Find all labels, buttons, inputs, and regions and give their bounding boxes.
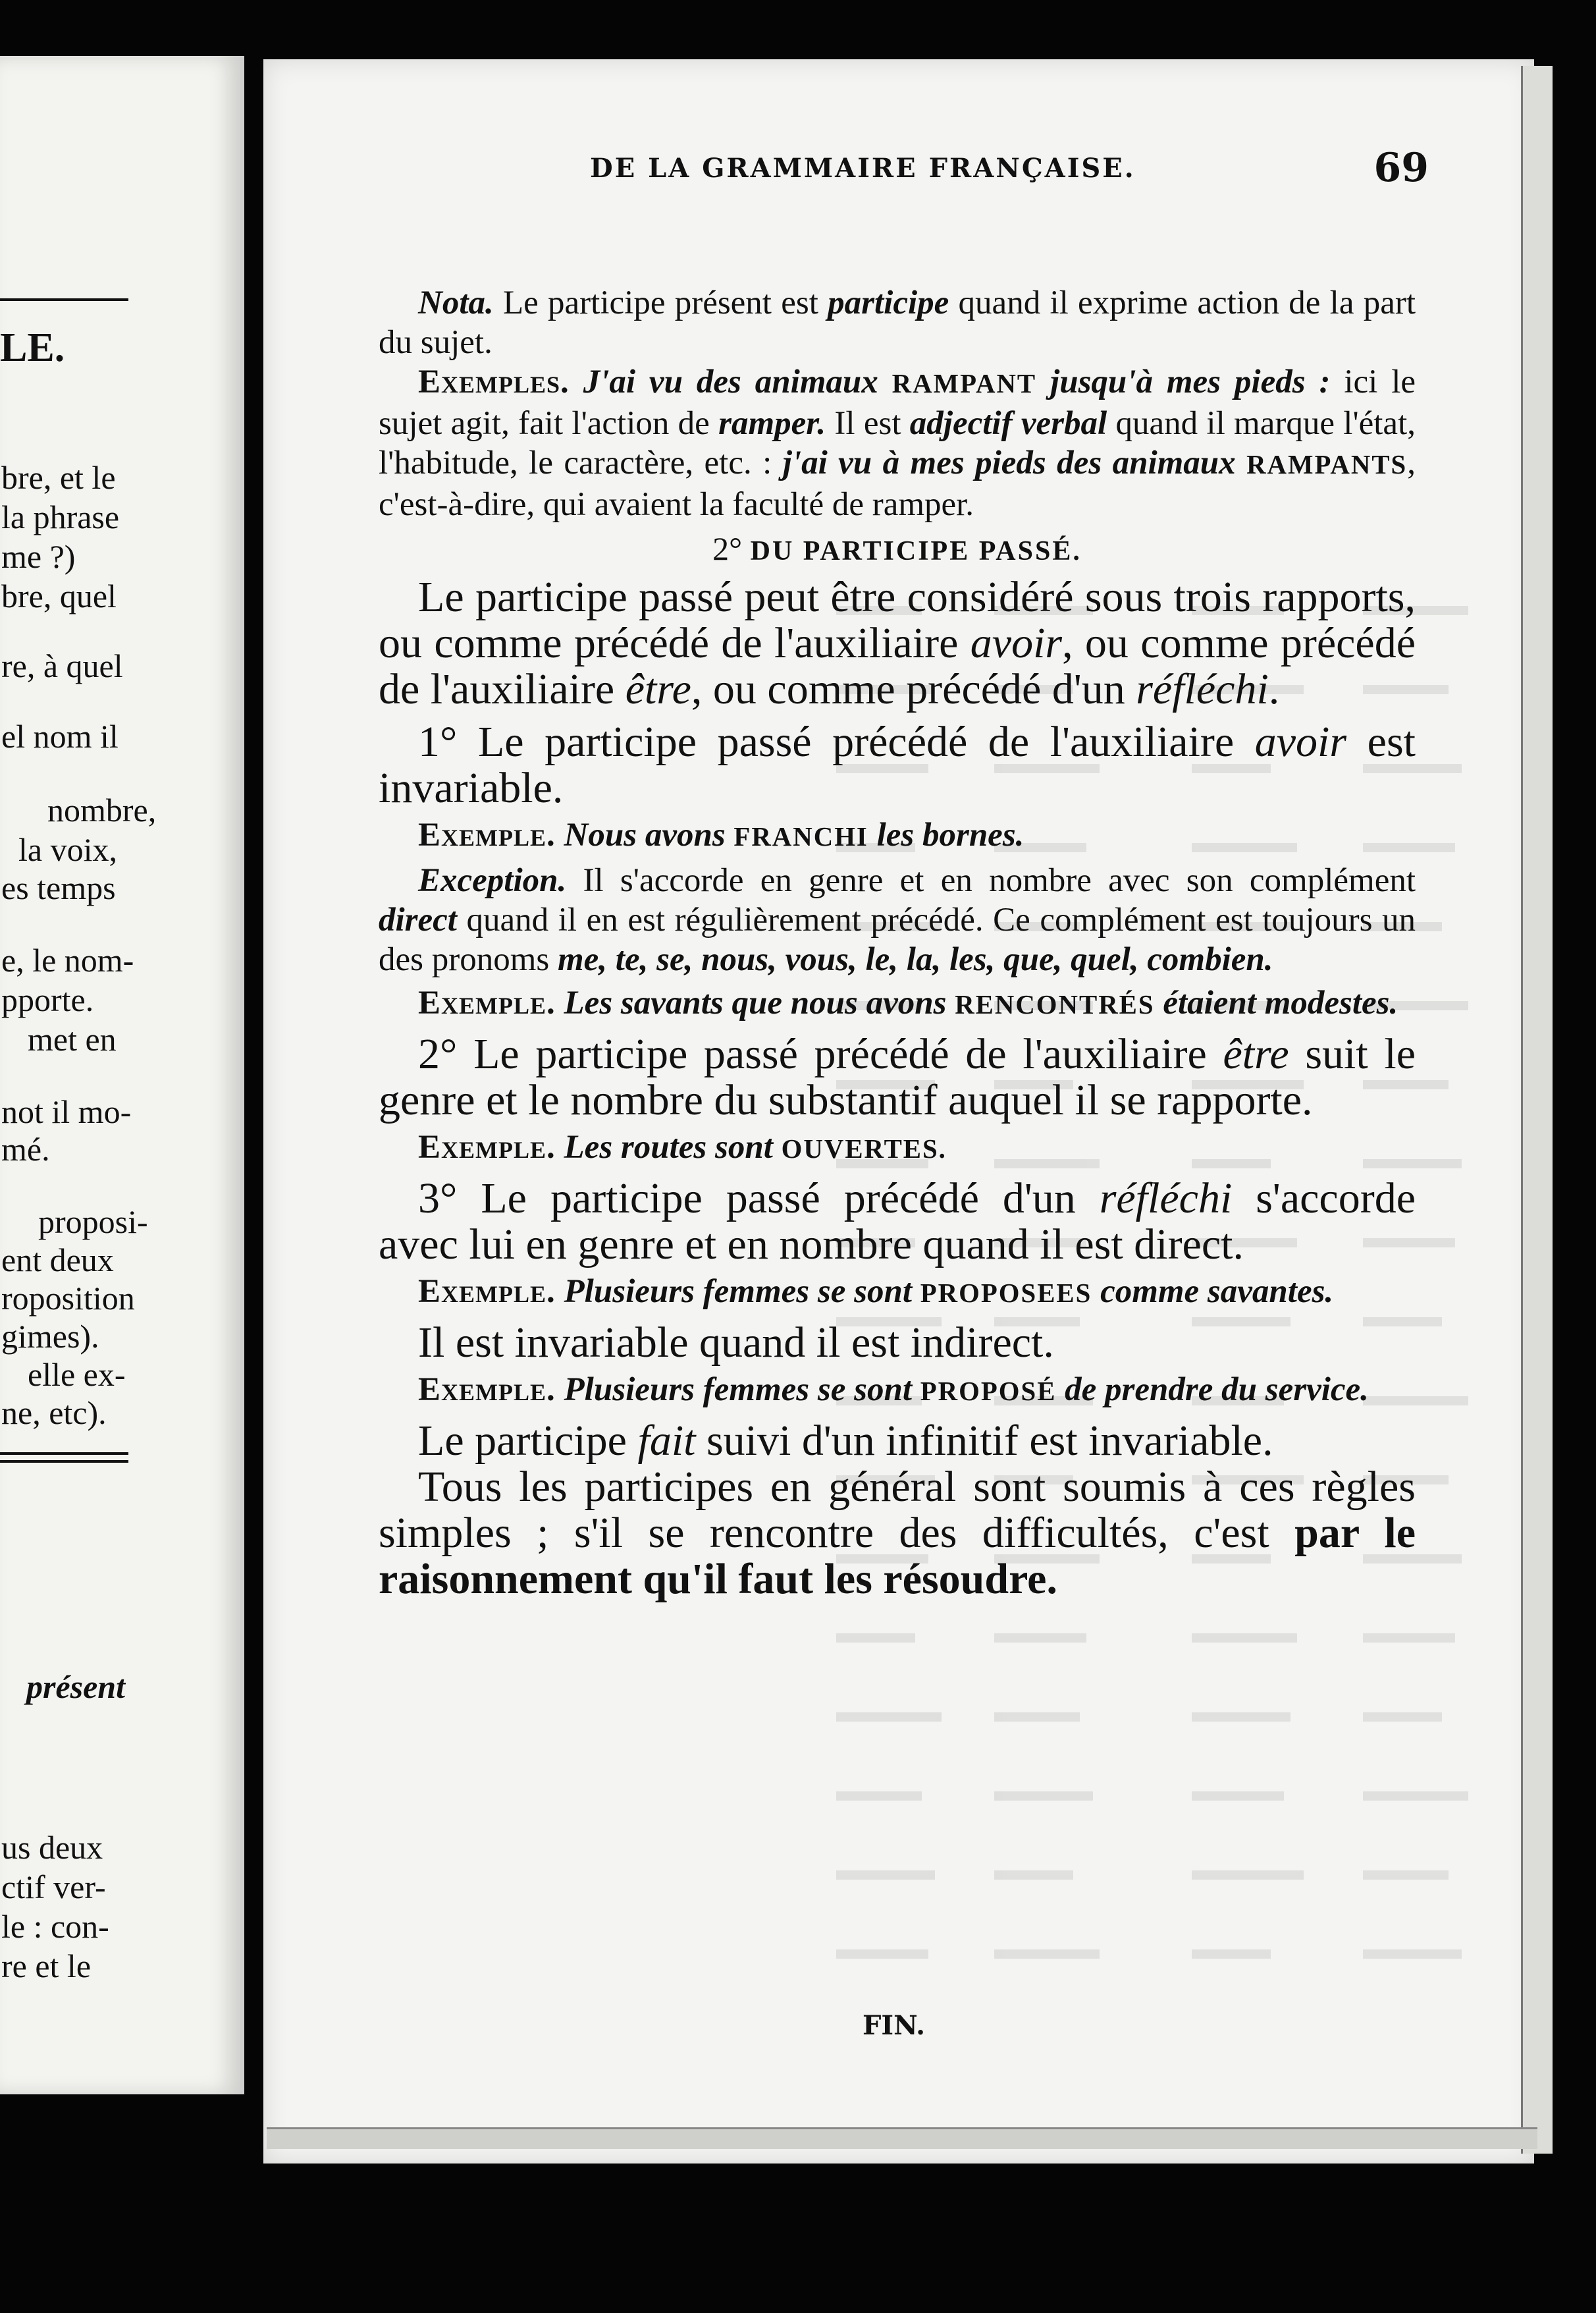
left-page-rule xyxy=(0,298,128,301)
left-line: la voix, xyxy=(18,831,117,868)
left-line: bre, et le xyxy=(1,459,116,496)
italic-run: Plusieurs femmes se sont xyxy=(555,1371,920,1408)
small-caps-term: FRANCHI xyxy=(733,822,868,852)
left-line: présent xyxy=(26,1668,125,1705)
left-line: met en xyxy=(28,1021,117,1058)
page-body xyxy=(379,283,1416,1602)
small-caps-term: RENCONTRÉS xyxy=(955,990,1155,1020)
left-line: gimes). xyxy=(1,1318,99,1355)
section-title: DU PARTICIPE PASSÉ. xyxy=(750,536,1082,566)
text-run: Le participe présent est xyxy=(493,285,828,321)
text-run: , c'est-à-dire, qui avaient la faculté de ramper. xyxy=(379,445,1416,523)
small-caps-term: RAMPANT xyxy=(891,369,1037,398)
small-caps-term: PROPOSÉ xyxy=(920,1376,1057,1406)
left-line: el nom il xyxy=(1,718,119,755)
left-line: mé. xyxy=(1,1131,50,1168)
text-run: Il est xyxy=(826,405,910,442)
example-paragraph xyxy=(379,1370,1416,1411)
left-line: proposi- xyxy=(38,1203,148,1240)
text-run: suit le genre et le nombre du substantif auquel il se rapporte. xyxy=(379,1030,1416,1124)
small-caps-term: PROPOSEES xyxy=(920,1278,1092,1308)
example-label: Exemples. xyxy=(418,364,570,400)
italic-run: les bornes. xyxy=(868,817,1024,854)
left-line: pporte. xyxy=(1,981,94,1018)
italic-run: avoir xyxy=(1254,718,1347,766)
left-page-double-rule xyxy=(0,1452,128,1455)
nota-paragraph xyxy=(379,283,1416,362)
text-run: , ou comme précédé de l'auxiliaire xyxy=(379,619,1416,713)
example-label: Exemple. xyxy=(418,1371,556,1408)
text-run: , ou comme précédé d'un xyxy=(691,665,1136,713)
text-run: 2° Le participe passé précédé de l'auxiliaire xyxy=(418,1030,1223,1078)
page-header xyxy=(323,145,1429,204)
indirect-paragraph xyxy=(379,1320,1416,1366)
left-page-fragment xyxy=(0,56,244,2094)
left-line: elle ex- xyxy=(28,1356,126,1393)
italic-run: Les savants que nous avons xyxy=(555,985,955,1021)
bold-run: par le raisonnement qu'il faut les résoudre. xyxy=(379,1509,1416,1603)
end-mark: FIN. xyxy=(863,2010,926,2041)
left-line: us deux xyxy=(1,1829,103,1866)
left-line: le : con- xyxy=(1,1908,109,1945)
example-label: Exemple. xyxy=(418,817,556,854)
left-line: es temps xyxy=(1,869,116,906)
italic-run: Les routes sont xyxy=(555,1129,782,1166)
italic-run: Nous avons xyxy=(555,817,734,854)
left-line: me ?) xyxy=(1,538,76,575)
text-run: . xyxy=(1268,665,1280,713)
italic-run: j'ai vu à mes pieds des animaux xyxy=(782,445,1247,481)
text-run: Il s'accorde en genre et en nombre avec son complément xyxy=(566,862,1416,899)
italic-run: Plusieurs femmes se sont xyxy=(555,1273,920,1310)
italic-run: réfléchi xyxy=(1099,1174,1233,1222)
text-run: quand il exprime action de la part du sujet. xyxy=(379,285,1416,361)
left-line: ctif ver- xyxy=(1,1868,106,1905)
left-line: re et le xyxy=(1,1947,92,1984)
italic-run: jusqu'à mes pieds : xyxy=(1036,364,1331,400)
italic-run: être xyxy=(625,665,691,713)
italic-run: adjectif verbal xyxy=(909,405,1107,442)
text-run: ici le sujet agit, fait l'action de xyxy=(379,364,1416,442)
left-line: e, le nom- xyxy=(1,942,134,979)
italic-run: ramper. xyxy=(718,405,826,442)
section-number: 2° xyxy=(712,530,743,567)
final-paragraph xyxy=(379,1464,1416,1602)
left-line: ne, etc). xyxy=(1,1394,107,1431)
example-paragraph xyxy=(379,1272,1416,1313)
small-caps-term: OUVERTES. xyxy=(781,1134,947,1164)
italic-term: participe xyxy=(828,285,949,321)
text-run: Tous les participes en général sont soumis à ces règles simples ; s'il se rencontre des difficultés, c'est xyxy=(379,1463,1416,1557)
rule-2-paragraph xyxy=(379,1031,1416,1124)
exception-paragraph xyxy=(379,861,1416,979)
left-line: LE. xyxy=(0,325,65,370)
text-run: Le participe xyxy=(418,1417,638,1465)
left-page-double-rule xyxy=(0,1460,128,1463)
example-paragraph xyxy=(379,362,1416,524)
left-line: ent deux xyxy=(1,1241,114,1278)
italic-run: étaient modestes. xyxy=(1154,985,1398,1021)
text-run: 1° Le participe passé précédé de l'auxiliaire xyxy=(418,718,1255,766)
page-bottom-edge xyxy=(267,2127,1537,2149)
left-line: nombre, xyxy=(47,792,157,829)
italic-run: être xyxy=(1223,1030,1289,1078)
italic-run: comme savantes. xyxy=(1092,1273,1334,1310)
example-label: Exemple. xyxy=(418,985,556,1021)
example-paragraph xyxy=(379,815,1416,857)
text-run: s'accorde avec lui en genre et en nombre quand il est direct. xyxy=(379,1174,1416,1268)
example-paragraph xyxy=(379,983,1416,1025)
left-line: roposition xyxy=(1,1280,135,1317)
italic-run: J'ai vu des animaux xyxy=(569,364,892,400)
rule-3-paragraph xyxy=(379,1176,1416,1268)
text-run: Il est invariable quand il est indirect. xyxy=(418,1319,1054,1367)
page-edge xyxy=(1521,66,1553,2154)
italic-run: direct xyxy=(379,902,457,939)
text-run: est invariable. xyxy=(379,718,1416,812)
section-heading xyxy=(379,530,1416,568)
example-label: Exemple. xyxy=(418,1129,556,1166)
rule-1-paragraph xyxy=(379,719,1416,811)
left-line: not il mo- xyxy=(1,1093,132,1130)
example-paragraph xyxy=(379,1128,1416,1169)
example-label: Exemple. xyxy=(418,1273,556,1310)
page-number: 69 xyxy=(1373,145,1429,191)
italic-run: de prendre du service. xyxy=(1056,1371,1369,1408)
italic-run: avoir xyxy=(970,619,1063,667)
text-run: 3° Le participe passé précédé d'un xyxy=(418,1174,1100,1222)
text-run: quand il marque l'état, l'habitude, le caractère, etc. : xyxy=(379,405,1416,481)
running-head: DE LA GRAMMAIRE FRANÇAISE. xyxy=(590,153,1136,184)
left-line: la phrase xyxy=(1,499,120,535)
text-run: quand il en est régulièrement précédé. Ce complément est toujours un des pronoms xyxy=(379,902,1416,978)
small-caps-term: RAMPANTS xyxy=(1246,450,1408,479)
left-line: bre, quel xyxy=(1,578,117,614)
text-run: suivi d'un infinitif est invariable. xyxy=(695,1417,1273,1465)
intro-paragraph xyxy=(379,574,1416,713)
left-line: re, à quel xyxy=(1,647,123,684)
italic-run: fait xyxy=(637,1417,696,1465)
italic-run: me, te, se, nous, vous, le, la, les, que, quel, combien. xyxy=(557,941,1273,978)
italic-run: réfléchi xyxy=(1136,665,1269,713)
exception-label: Exception. xyxy=(418,862,567,899)
nota-label: Nota. xyxy=(418,285,494,321)
fait-paragraph xyxy=(379,1418,1416,1464)
text-run: Le participe passé peut être considéré sous trois rapports, ou comme précédé de l'auxiliaire xyxy=(379,573,1416,667)
